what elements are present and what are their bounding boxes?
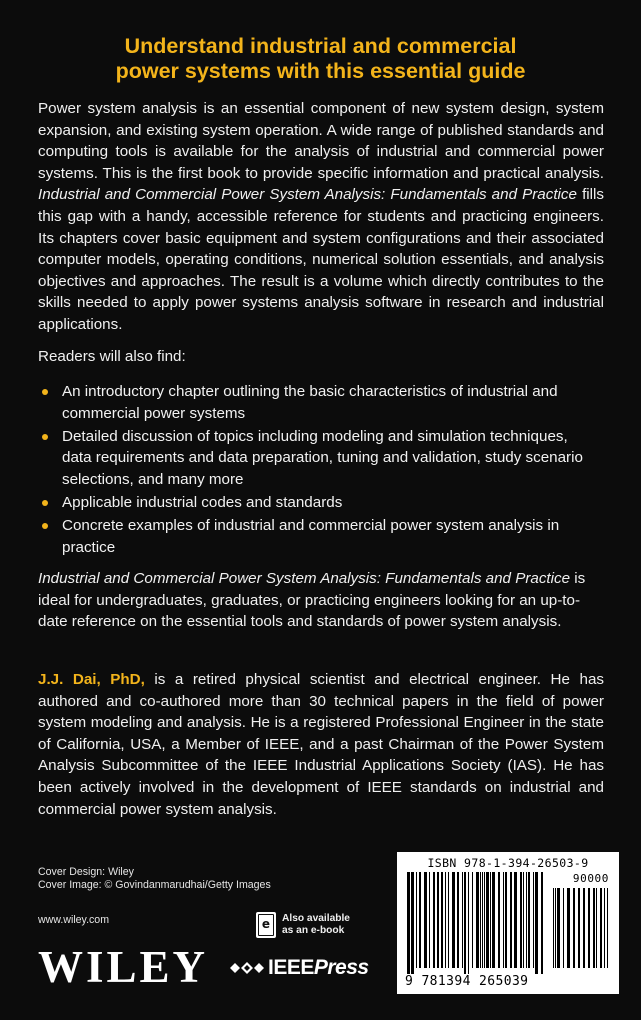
ebook-icon-letter: e [258,914,274,936]
cover-image-credit: Cover Image: © Govindanmarudhai/Getty Images [38,879,271,891]
ebook-text-line-2: as an e-book [282,925,345,936]
cover-credits [38,866,271,892]
wiley-logo: WILEY [38,942,209,992]
bullet-icon [42,523,48,529]
ebook-text [282,913,350,937]
intro-text-1: Power system analysis is an essential component of new system design, system expansion, and existing system operation. A wide range of published standards and computing tools is available for the analysis of industrial and commercial power systems. This is the first book to provide specific information and practical analysis. [38,100,604,182]
ieee-diamond-icon [226,957,266,979]
intro-book-title: Industrial and Commercial Power System Analysis: Fundamentals and Practice [38,186,577,204]
audience-paragraph [38,568,604,633]
feature-text: An introductory chapter outlining the basic characteristics of industrial and commercial power systems [62,383,558,422]
feature-text: Concrete examples of industrial and commercial power system analysis in practice [62,517,560,556]
author-bio [38,669,604,820]
headline-line-1: Understand industrial and commercial [124,34,517,58]
ieee-prefix: IEEE [268,956,314,979]
ebook-icon [256,912,276,938]
website-link[interactable]: www.wiley.com [38,914,110,926]
feature-item [38,426,598,491]
readers-heading: Readers will also find: [38,348,186,365]
headline-line-2: power systems with this essential guide [115,59,526,83]
feature-item [38,381,598,424]
bullet-icon [42,389,48,395]
feature-item [38,492,598,514]
isbn-label: ISBN 978-1-394-26503-9 [427,856,589,870]
audience-text: is ideal for undergraduates, graduates, or practicing engineers looking for an up-to-date reference on the essential tools and standards of power system analysis. [38,570,586,631]
bullet-icon [42,500,48,506]
intro-paragraph [38,98,604,336]
intro-text-2: fills this gap with a handy, accessible reference for students and practicing engineers. Its chapters cover basic equipment and system configurations and their associated computer models, operating conditions, numerical solution essentials, and analysis objectives and approaches. The result is a volume which directly contributes to the skills needed to apply power systems analysis software in research and industrial applications. [38,186,605,333]
ebook-text-line-1: Also available [282,913,350,924]
barcode-digits: 9 781394 265039 [405,974,529,989]
barcode-addon: 90000 [572,872,609,885]
feature-text: Detailed discussion of topics including modeling and simulation techniques, data requirements and data preparation, tuning and validation, study scenario selections, and many more [62,427,583,488]
bullet-icon [42,434,48,440]
ebook-notice [256,910,350,940]
feature-item [38,515,598,558]
author-bio-text: is a retired physical scientist and electrical engineer. He has authored and co-authored more than 30 technical papers in the field of power system modeling and analysis. He is a registered Professional Engineer in the state of California, USA, a Member of IEEE, and a past Chairman of the Power System Analysis Subcommittee of the IEEE Industrial Applications Society (IAS). He has been actively involved in the development of IEEE standards on industrial and commercial power system analysis. [38,671,604,818]
cover-design-credit: Cover Design: Wiley [38,866,134,878]
headline [0,34,641,84]
ieee-suffix: Press [313,956,369,979]
ieee-press-text [268,956,369,980]
author-name: J.J. Dai, PhD, [38,671,145,688]
barcode [397,852,619,994]
ieee-press-logo [226,956,369,980]
audience-book-title: Industrial and Commercial Power System Analysis: Fundamentals and Practice [38,570,571,587]
feature-list [38,381,598,560]
feature-text: Applicable industrial codes and standards [62,493,343,511]
